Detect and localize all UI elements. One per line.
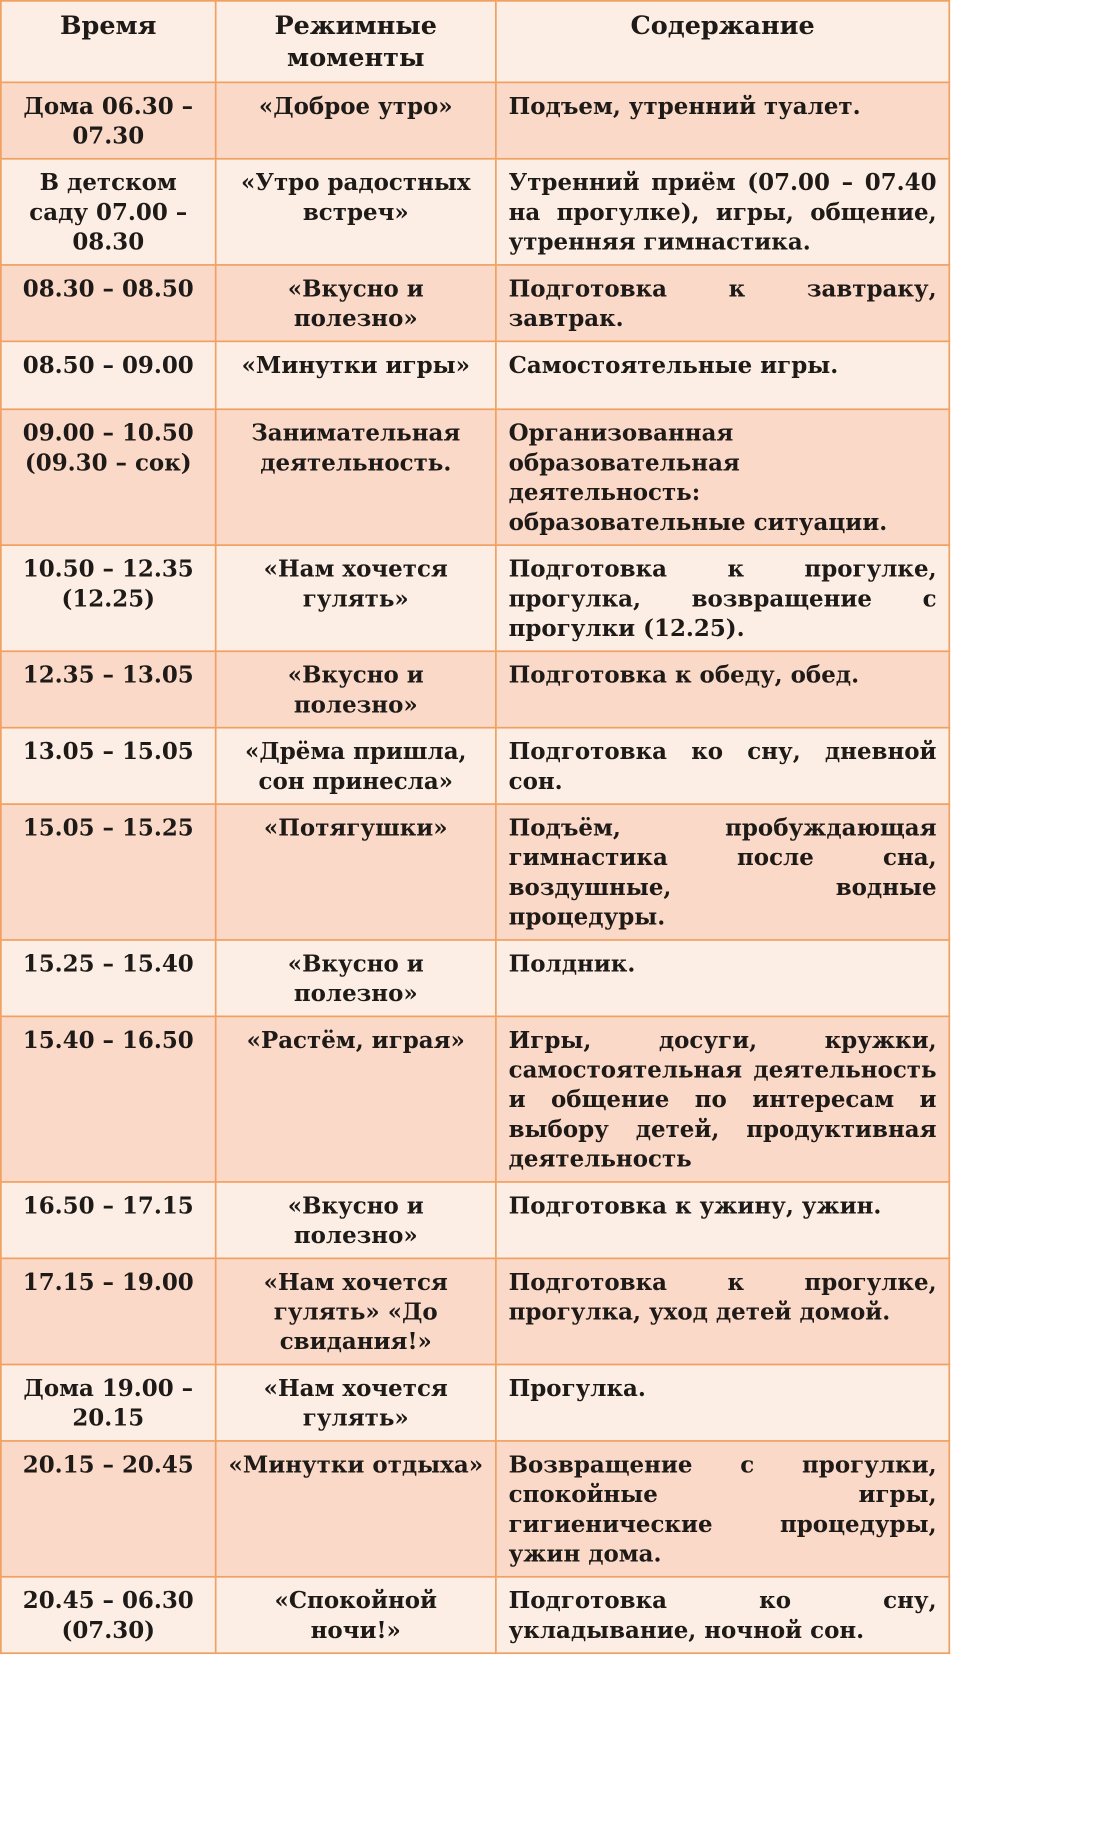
time-cell: 15.25 – 15.40 — [1, 940, 216, 1016]
mode-cell: «Нам хочется гулять» — [216, 545, 496, 651]
table-row — [1, 804, 949, 940]
mode-cell: «Потягушки» — [216, 804, 496, 940]
mode-cell: «Вкусно и полезно» — [216, 651, 496, 727]
content-cell: Полдник. — [496, 940, 949, 1016]
mode-cell: «Вкусно и полезно» — [216, 1182, 496, 1258]
content-cell: Подъем, утренний туалет. — [496, 82, 949, 158]
header-time: Время — [1, 1, 216, 83]
table-row — [1, 82, 949, 158]
content-cell: Подготовка к прогулке, прогулка, уход детей домой. — [496, 1258, 949, 1364]
mode-cell: «Спокойной ночи!» — [216, 1577, 496, 1653]
table-row — [1, 1182, 949, 1258]
time-cell: 08.50 – 09.00 — [1, 341, 216, 409]
header-mode: Режимные моменты — [216, 1, 496, 83]
time-cell: Дома 19.00 – 20.15 — [1, 1365, 216, 1441]
table-row — [1, 545, 949, 651]
time-cell: В детском саду 07.00 – 08.30 — [1, 159, 216, 265]
table-row — [1, 651, 949, 727]
content-cell: Подготовка к завтраку, завтрак. — [496, 265, 949, 341]
content-cell: Подготовка к прогулке, прогулка, возвращение с прогулки (12.25). — [496, 545, 949, 651]
content-cell: Самостоятельные игры. — [496, 341, 949, 409]
content-cell: Прогулка. — [496, 1365, 949, 1441]
time-cell: Дома 06.30 – 07.30 — [1, 82, 216, 158]
time-cell: 13.05 – 15.05 — [1, 728, 216, 804]
table-row — [1, 1577, 949, 1653]
time-cell: 15.40 – 16.50 — [1, 1016, 216, 1182]
table-row — [1, 1441, 949, 1577]
mode-cell: «Вкусно и полезно» — [216, 940, 496, 1016]
mode-cell: «Нам хочется гулять» «До свидания!» — [216, 1258, 496, 1364]
content-cell: Организованная образовательная деятельность: образовательные ситуации. — [496, 409, 949, 545]
mode-cell: «Вкусно и полезно» — [216, 265, 496, 341]
header-row — [1, 1, 949, 83]
content-cell: Игры, досуги, кружки, самостоятельная деятельность и общение по интересам и выбору детей, продуктивная деятельность — [496, 1016, 949, 1182]
content-cell: Подъём, пробуждающая гимнастика после сна, воздушные, водные процедуры. — [496, 804, 949, 940]
table-row — [1, 265, 949, 341]
table-row — [1, 341, 949, 409]
time-cell: 15.05 – 15.25 — [1, 804, 216, 940]
time-cell: 17.15 – 19.00 — [1, 1258, 216, 1364]
mode-cell: «Нам хочется гулять» — [216, 1365, 496, 1441]
mode-cell: «Утро радостных встреч» — [216, 159, 496, 265]
mode-cell: «Доброе утро» — [216, 82, 496, 158]
content-cell: Подготовка ко сну, укладывание, ночной сон. — [496, 1577, 949, 1653]
mode-cell: «Минутки отдыха» — [216, 1441, 496, 1577]
header-content: Содержание — [496, 1, 949, 83]
table-row — [1, 1365, 949, 1441]
table-row — [1, 1016, 949, 1182]
content-cell: Подготовка к ужину, ужин. — [496, 1182, 949, 1258]
time-cell: 09.00 – 10.50 (09.30 – сок) — [1, 409, 216, 545]
table-row — [1, 159, 949, 265]
mode-cell: «Растём, играя» — [216, 1016, 496, 1182]
time-cell: 12.35 – 13.05 — [1, 651, 216, 727]
mode-cell: «Минутки игры» — [216, 341, 496, 409]
mode-cell: Занимательная деятельность. — [216, 409, 496, 545]
time-cell: 16.50 – 17.15 — [1, 1182, 216, 1258]
mode-cell: «Дрёма пришла, сон принесла» — [216, 728, 496, 804]
time-cell: 20.45 – 06.30 (07.30) — [1, 1577, 216, 1653]
table-row — [1, 409, 949, 545]
content-cell: Подготовка к обеду, обед. — [496, 651, 949, 727]
content-cell: Утренний приём (07.00 – 07.40 на прогулке), игры, общение, утренняя гимнастика. — [496, 159, 949, 265]
table-row — [1, 728, 949, 804]
time-cell: 20.15 – 20.45 — [1, 1441, 216, 1577]
table-row — [1, 1258, 949, 1364]
time-cell: 10.50 – 12.35 (12.25) — [1, 545, 216, 651]
content-cell: Подготовка ко сну, дневной сон. — [496, 728, 949, 804]
table-row — [1, 940, 949, 1016]
time-cell: 08.30 – 08.50 — [1, 265, 216, 341]
content-cell: Возвращение с прогулки, спокойные игры, гигиенические процедуры, ужин дома. — [496, 1441, 949, 1577]
